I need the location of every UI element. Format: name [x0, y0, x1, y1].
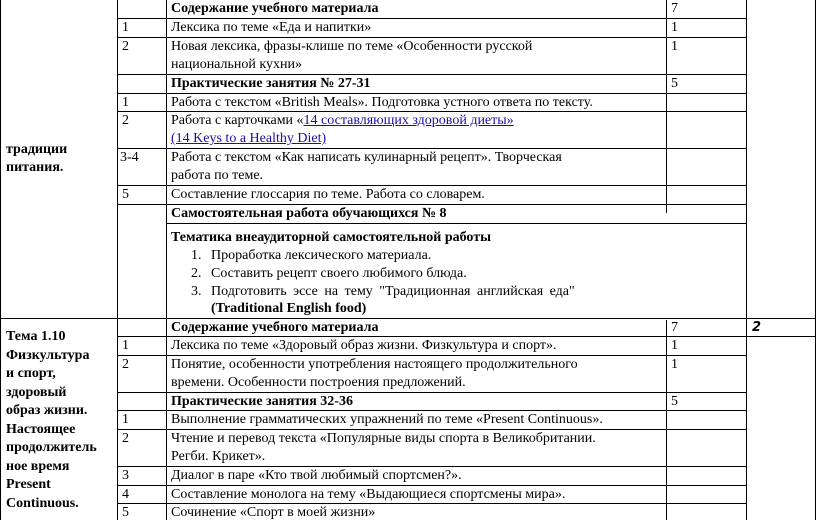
row-hours: 1	[671, 357, 678, 372]
content-header: Содержание учебного материала	[171, 320, 379, 335]
topic-cell-block1	[6, 141, 67, 177]
row-hours: 1	[671, 338, 678, 353]
practice-hours: 5	[671, 394, 678, 409]
block-separator	[0, 318, 816, 319]
column-divider-hours-2	[666, 320, 667, 520]
topic-line: Continuous.	[6, 495, 79, 511]
topic-line: Настоящее	[6, 421, 76, 437]
independent-work-header: Самостоятельная работа обучающихся № 8	[171, 206, 447, 221]
list-item-sub: (Traditional English food)	[211, 301, 367, 316]
row-text: времени. Особенности построения предложений.	[171, 375, 466, 390]
row-num: 2	[122, 431, 129, 446]
column-divider-topic	[117, 0, 118, 520]
row-num: 5	[122, 187, 129, 202]
list-item: Подготовить эссе на тему "Традиционная английская еда"	[211, 284, 575, 299]
row-text: Регби. Крикет».	[171, 449, 266, 464]
topic-line: Present	[6, 477, 51, 492]
column-divider-level	[746, 0, 747, 520]
row-text: Лексика по теме «Еда и напитки»	[171, 20, 372, 35]
topic-line: ное время	[6, 458, 70, 474]
table-border-left	[0, 0, 1, 520]
topic-line: питания.	[6, 160, 64, 175]
row-num: 4	[122, 487, 129, 502]
practice-header: Практические занятия № 27-31	[171, 76, 371, 91]
row-num: 2	[122, 113, 129, 128]
row-text: Выполнение грамматических упражнений по теме «Present Continuous».	[171, 412, 603, 427]
row-num: 1	[122, 95, 129, 110]
row-num: 5	[122, 505, 129, 520]
row-num: 3	[122, 468, 129, 483]
topic-line: продолжитель	[6, 440, 97, 455]
extracurricular-header: Тематика внеаудиторной самостоятельной работы	[171, 230, 492, 245]
list-item: Составить рецепт своего любимого блюда.	[211, 266, 467, 281]
row-text: Составление глоссария по теме. Работа со словарем.	[171, 187, 485, 202]
row-hours: 1	[671, 39, 678, 54]
row-line	[166, 223, 746, 224]
row-text: Сочинение «Спорт в моей жизни»	[171, 505, 376, 520]
content-hours: 7	[671, 320, 678, 335]
list-num: 2.	[191, 266, 202, 281]
practice-header: Практические занятия 32-36	[171, 394, 353, 409]
topic-line: Физкультура	[6, 347, 90, 363]
mastery-level: 2	[752, 320, 762, 335]
row-num: 1	[122, 20, 129, 35]
practice-hours: 5	[671, 76, 678, 91]
row-num: 1	[122, 338, 129, 353]
list-num: 1.	[191, 248, 202, 263]
row-text	[171, 112, 514, 130]
row-text: Составление монолога на тему «Выдающиеся спортсмены мира».	[171, 487, 566, 502]
list-item: Проработка лексического материала.	[211, 248, 432, 263]
row-hours: 1	[671, 20, 678, 35]
row-text: Понятие, особенности употребления настоящего продолжительного	[171, 357, 578, 372]
row-num: 2	[122, 357, 129, 372]
topic-line: здоровый	[6, 384, 67, 400]
column-divider-num	[166, 0, 167, 520]
content-hours: 7	[671, 1, 678, 16]
healthy-diet-link[interactable]: 14 составляющих здоровой диеты»	[303, 113, 514, 128]
row-text: Диалог в паре «Кто твой любимый спортсмен?».	[171, 468, 462, 483]
row-text	[171, 130, 326, 148]
topic-line: образ жизни.	[6, 403, 88, 418]
column-divider-hours	[666, 0, 667, 213]
row-num: 2	[122, 39, 129, 54]
content-header: Содержание учебного материала	[171, 1, 379, 16]
row-text: Работа с текстом «British Meals». Подготовка устного ответа по тексту.	[171, 95, 593, 110]
row-text-prefix: Работа с карточками «	[171, 113, 304, 128]
row-text: Новая лексика, фразы-клише по теме «Особенности русской	[171, 39, 533, 54]
row-text: Чтение и перевод текста «Популярные виды спорта в Великобритании.	[171, 431, 596, 446]
row-text: Работа с текстом «Как написать кулинарный рецепт». Творческая	[171, 150, 562, 165]
row-text: Лексика по теме «Здоровый образ жизни. Физкультура и спорт».	[171, 338, 557, 353]
row-num: 1	[122, 412, 129, 427]
row-text: работа по теме.	[171, 168, 264, 183]
row-text: национальной кухни»	[171, 57, 302, 72]
list-num: 3.	[191, 284, 202, 299]
topic-line: традиции	[6, 142, 68, 157]
row-num: 3-4	[120, 150, 139, 165]
topic-line: и спорт,	[6, 366, 56, 381]
topic-cell-block2	[6, 328, 97, 513]
healthy-diet-link-en[interactable]: (14 Keys to a Healthy Diet)	[171, 131, 327, 146]
topic-line: Тема 1.10	[6, 329, 66, 344]
